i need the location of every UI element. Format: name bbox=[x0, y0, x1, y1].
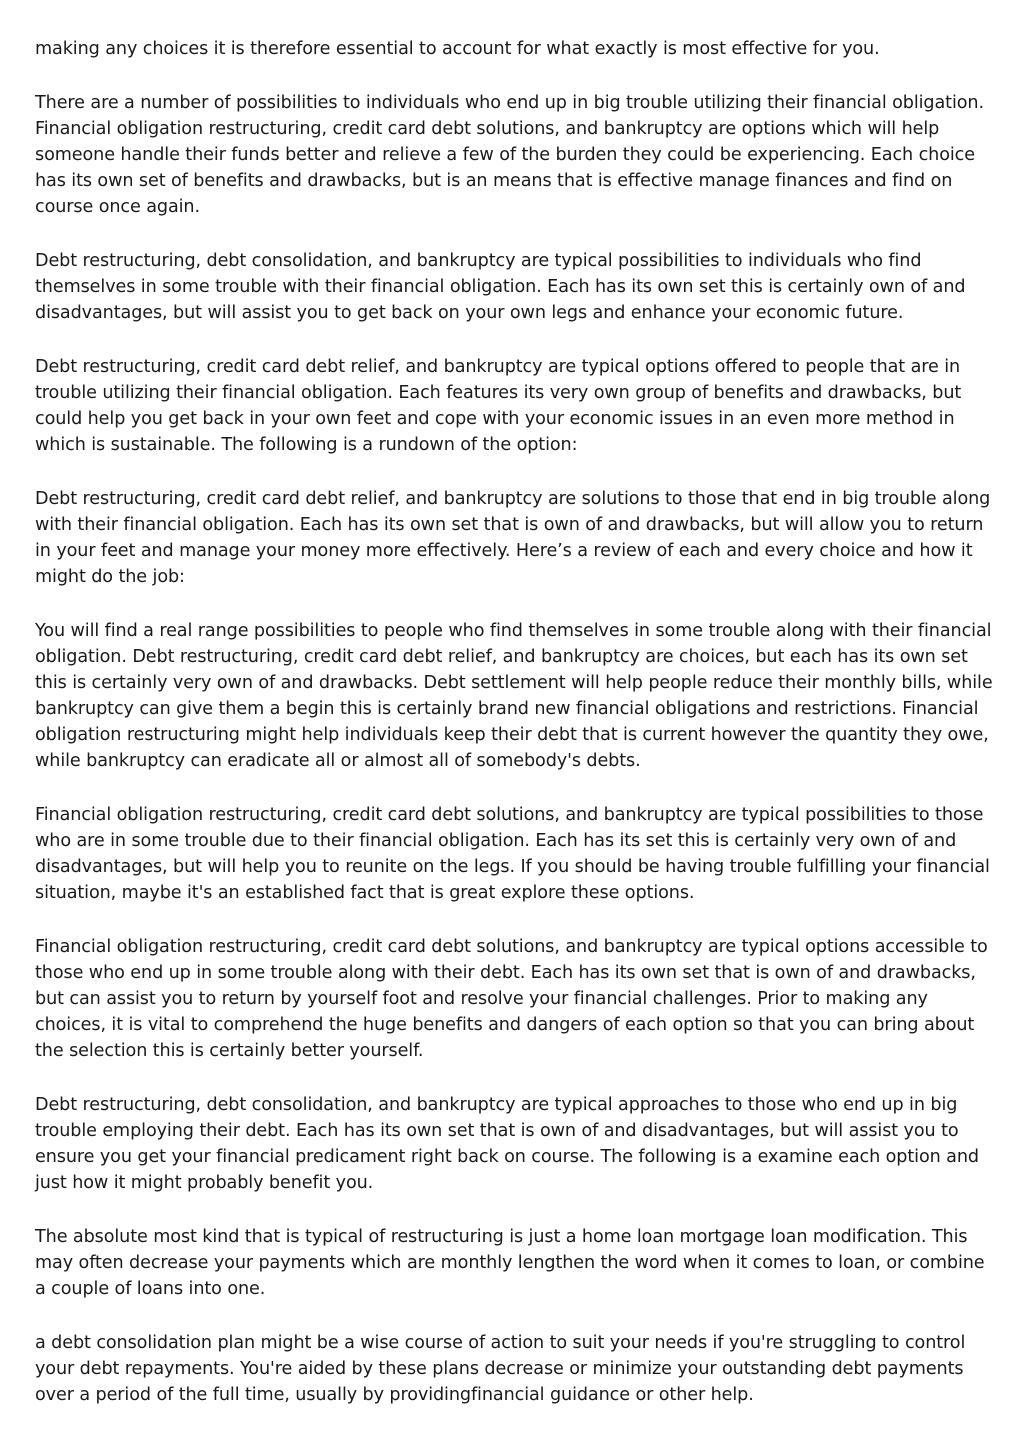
document-body bbox=[35, 36, 995, 1436]
paragraph-4: Debt restructuring, credit card debt relief, and bankruptcy are typical options offered to people that are in trouble utilizing their financial obligation. Each features its very own group of benefits and drawbacks, but could help you get back in your own feet and cope with your economic issues in an even more method in which is sustainable. The following is a rundown of the option: bbox=[35, 357, 962, 455]
paragraph-7: Financial obligation restructuring, credit card debt solutions, and bankruptcy are typical possibilities to those who are in some trouble due to their financial obligation. Each has its set this is certainly very own of and disadvantages, but will help you to reunite on the legs. If you should be having trouble fulfilling your financial situation, maybe it's an established fact that is great explore these options. bbox=[35, 805, 990, 903]
paragraph-6: You will find a real range possibilities to people who find themselves in some trouble along with their financial obligation. Debt restructuring, credit card debt relief, and bankruptcy are choices, but each has its own set this is certainly very own of and drawbacks. Debt settlement will help people reduce their monthly bills, while bankruptcy can give them a begin this is certainly brand new financial obligations and restrictions. Financial obligation restructuring might help individuals keep their debt that is current however the quantity they owe, while bankruptcy can eradicate all or almost all of somebody's debts. bbox=[35, 621, 993, 771]
paragraph-8: Financial obligation restructuring, credit card debt solutions, and bankruptcy are typical options accessible to those who end up in some trouble along with their debt. Each has its own set that is own of and drawbacks, but can assist you to return by yourself foot and resolve your financial challenges. Prior to making any choices, it is vital to comprehend the huge benefits and dangers of each option so that you can bring about the selection this is certainly better yourself. bbox=[35, 937, 988, 1061]
paragraph-1: making any choices it is therefore essential to account for what exactly is most effective for you. bbox=[35, 39, 880, 59]
paragraph-9: Debt restructuring, debt consolidation, and bankruptcy are typical approaches to those who end up in big trouble employing their debt. Each has its own set that is own of and disadvantages, but will assist you to ensure you get your financial predicament right back on course. The following is a examine each option and just how it might probably benefit you. bbox=[35, 1095, 979, 1193]
paragraph-10: The absolute most kind that is typical of restructuring is just a home loan mortgage loan modification. This may often decrease your payments which are monthly lengthen the word when it comes to loan, or combine a couple of loans into one. bbox=[35, 1227, 985, 1299]
paragraph-5: Debt restructuring, credit card debt relief, and bankruptcy are solutions to those that end in big trouble along with their financial obligation. Each has its own set that is own of and drawbacks, but will allow you to return in your feet and manage your money more effectively. Here’s a review of each and every choice and how it might do the job: bbox=[35, 489, 991, 587]
paragraph-11: a debt consolidation plan might be a wise course of action to suit your needs if you're struggling to control your debt repayments. You're aided by these plans decrease or minimize your outstanding debt payments over a period of the full time, usually by providingfinancial guidance or other help. bbox=[35, 1333, 966, 1405]
paragraph-3: Debt restructuring, debt consolidation, and bankruptcy are typical possibilities to individuals who find themselves in some trouble with their financial obligation. Each has its own set this is certainly own of and disadvantages, but will assist you to get back on your own legs and enhance your economic future. bbox=[35, 251, 966, 323]
paragraph-2: There are a number of possibilities to individuals who end up in big trouble utilizing their financial obligation. Financial obligation restructuring, credit card debt solutions, and bankruptcy are options which will help someone handle their funds better and relieve a few of the burden they could be experiencing. Each choice has its own set of benefits and drawbacks, but is an means that is effective manage finances and find on course once again. bbox=[35, 93, 984, 217]
